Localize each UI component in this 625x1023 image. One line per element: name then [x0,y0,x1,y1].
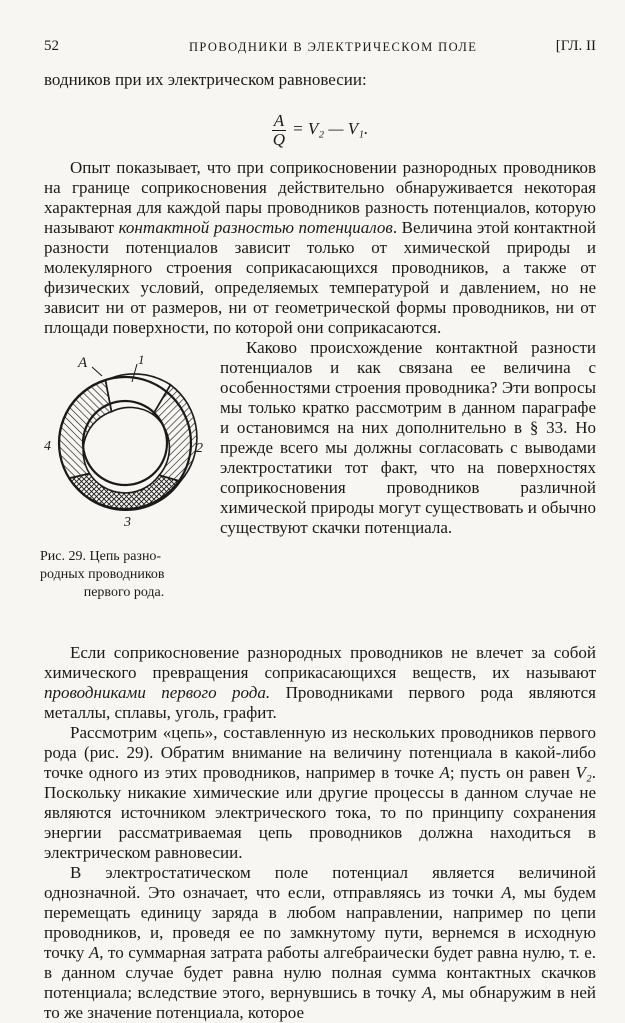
symbol-a: A [439,763,450,782]
symbol-a: A [421,983,433,1002]
ring-diagram [44,354,214,544]
running-header [44,36,596,56]
running-title: ПРОВОДНИКИ В ЭЛЕКТРИЧЕСКОМ ПОЛЕ [189,40,478,54]
text-run: Рассмотрим «цепь», составленную из нескольких проводников первого рода (рис. 29). Обратим внимание на величину потенциала в какой-либо точке одного из этих проводников, например в точке [44,723,596,782]
text-run: Если соприкосновение разнородных проводников не влечет за собой химического превращения соприкасающихся веществ, их называют [44,643,596,682]
symbol-a: A [501,883,512,902]
formula-numerator: A [273,111,285,130]
formula-rhs: = V₂ — V₁. [292,119,369,139]
text-run: Проводниками первого рода являются металлы, сплавы, уголь, графит. [44,683,596,722]
paragraph-continued: водников при их электрическом равновесии: [44,70,367,89]
text-run: Опыт показывает, что при соприкосновении разнородных проводников на границе соприкосновения действительно обнаруживается некоторая характерная для каждой пары проводников разность потенциалов, которую называют [44,158,596,237]
paragraph-chain [44,723,596,863]
term-contact-difference: контактной разностью потенциалов [118,218,393,237]
text-run: , мы будем перемещать единицу заряда в любом направлении, например по цепи проводников, и, проведя ее по замкнутому пути, вернемся в исходную точку [44,883,596,962]
paragraph-origin-question: Каково происхождение контактной разности потенциалов и как связана ее величина с особенностями строения проводника? Эти вопросы мы только кратко рассмотрим в данном параграфе и остановимся на них дополнительно в § 33. Но прежде всего мы должны согласовать с выводами электростатики тот факт, что на поверхностях соприкосновения проводников различной химической природы могут существовать и обычно существуют скачки потенциала. [220,338,596,537]
paragraph-contact-difference [44,158,596,338]
label-3: 3 [124,515,131,530]
formula-contact-potential [44,90,596,158]
caption-line: Рис. 29. Цепь разно- [40,549,162,564]
text-run: . Величина этой контактной разности потенциалов зависит только от химической природы и молекулярного строения соприкасающихся проводников, а также от физических условий, определяемых температурой и давлением, но не зависит ни от размеров, ни от геометрической формы проводников, ни от площади поверхности, по которой они соприкасаются. [44,218,596,337]
page-body [40,70,596,1023]
text-run: . Поскольку никакие химические или другие процессы в данном случае не являются источником электрического тока, то по принципу сохранения энергии рассматриваемая цепь проводников должна находиться в электрическом равновесии. [44,763,596,862]
text-run: В электростатическом поле потенциал является величиной однозначной. Это означает, что если, отправляясь из точки [44,863,596,902]
label-1: 1 [138,354,145,367]
caption-line: родных проводников [40,567,165,582]
text-run: , то суммарная затрата работы алгебраически будет равна нулю, т. е. в данном случае будет равна нулю полная сумма контактных скачков потенциала; вследствие этого, вернувшись в точку [44,943,596,1002]
label-2: 2 [196,441,203,456]
label-point-a: A [78,355,88,371]
label-4: 4 [44,439,51,454]
paragraph-first-kind [44,643,596,723]
figure-29 [40,338,212,643]
chapter-marker: [ГЛ. II [555,38,596,54]
formula-denominator: Q [272,130,286,149]
caption-line: первого рода. [83,585,165,600]
symbol-v2: V₂ [575,763,592,782]
figure-caption [40,548,208,602]
symbol-a: A [88,943,100,962]
text-run: ; пусть он равен [449,763,576,782]
paragraph-single-valued [44,863,596,1023]
conductor-3 [69,474,180,511]
page-number: 52 [44,38,59,54]
formula-fraction [272,112,286,149]
text-run: , мы обнаружим в ней то же значение потенциала, которое [44,983,596,1022]
term-first-kind-conductors: проводниками первого рода. [44,683,271,702]
